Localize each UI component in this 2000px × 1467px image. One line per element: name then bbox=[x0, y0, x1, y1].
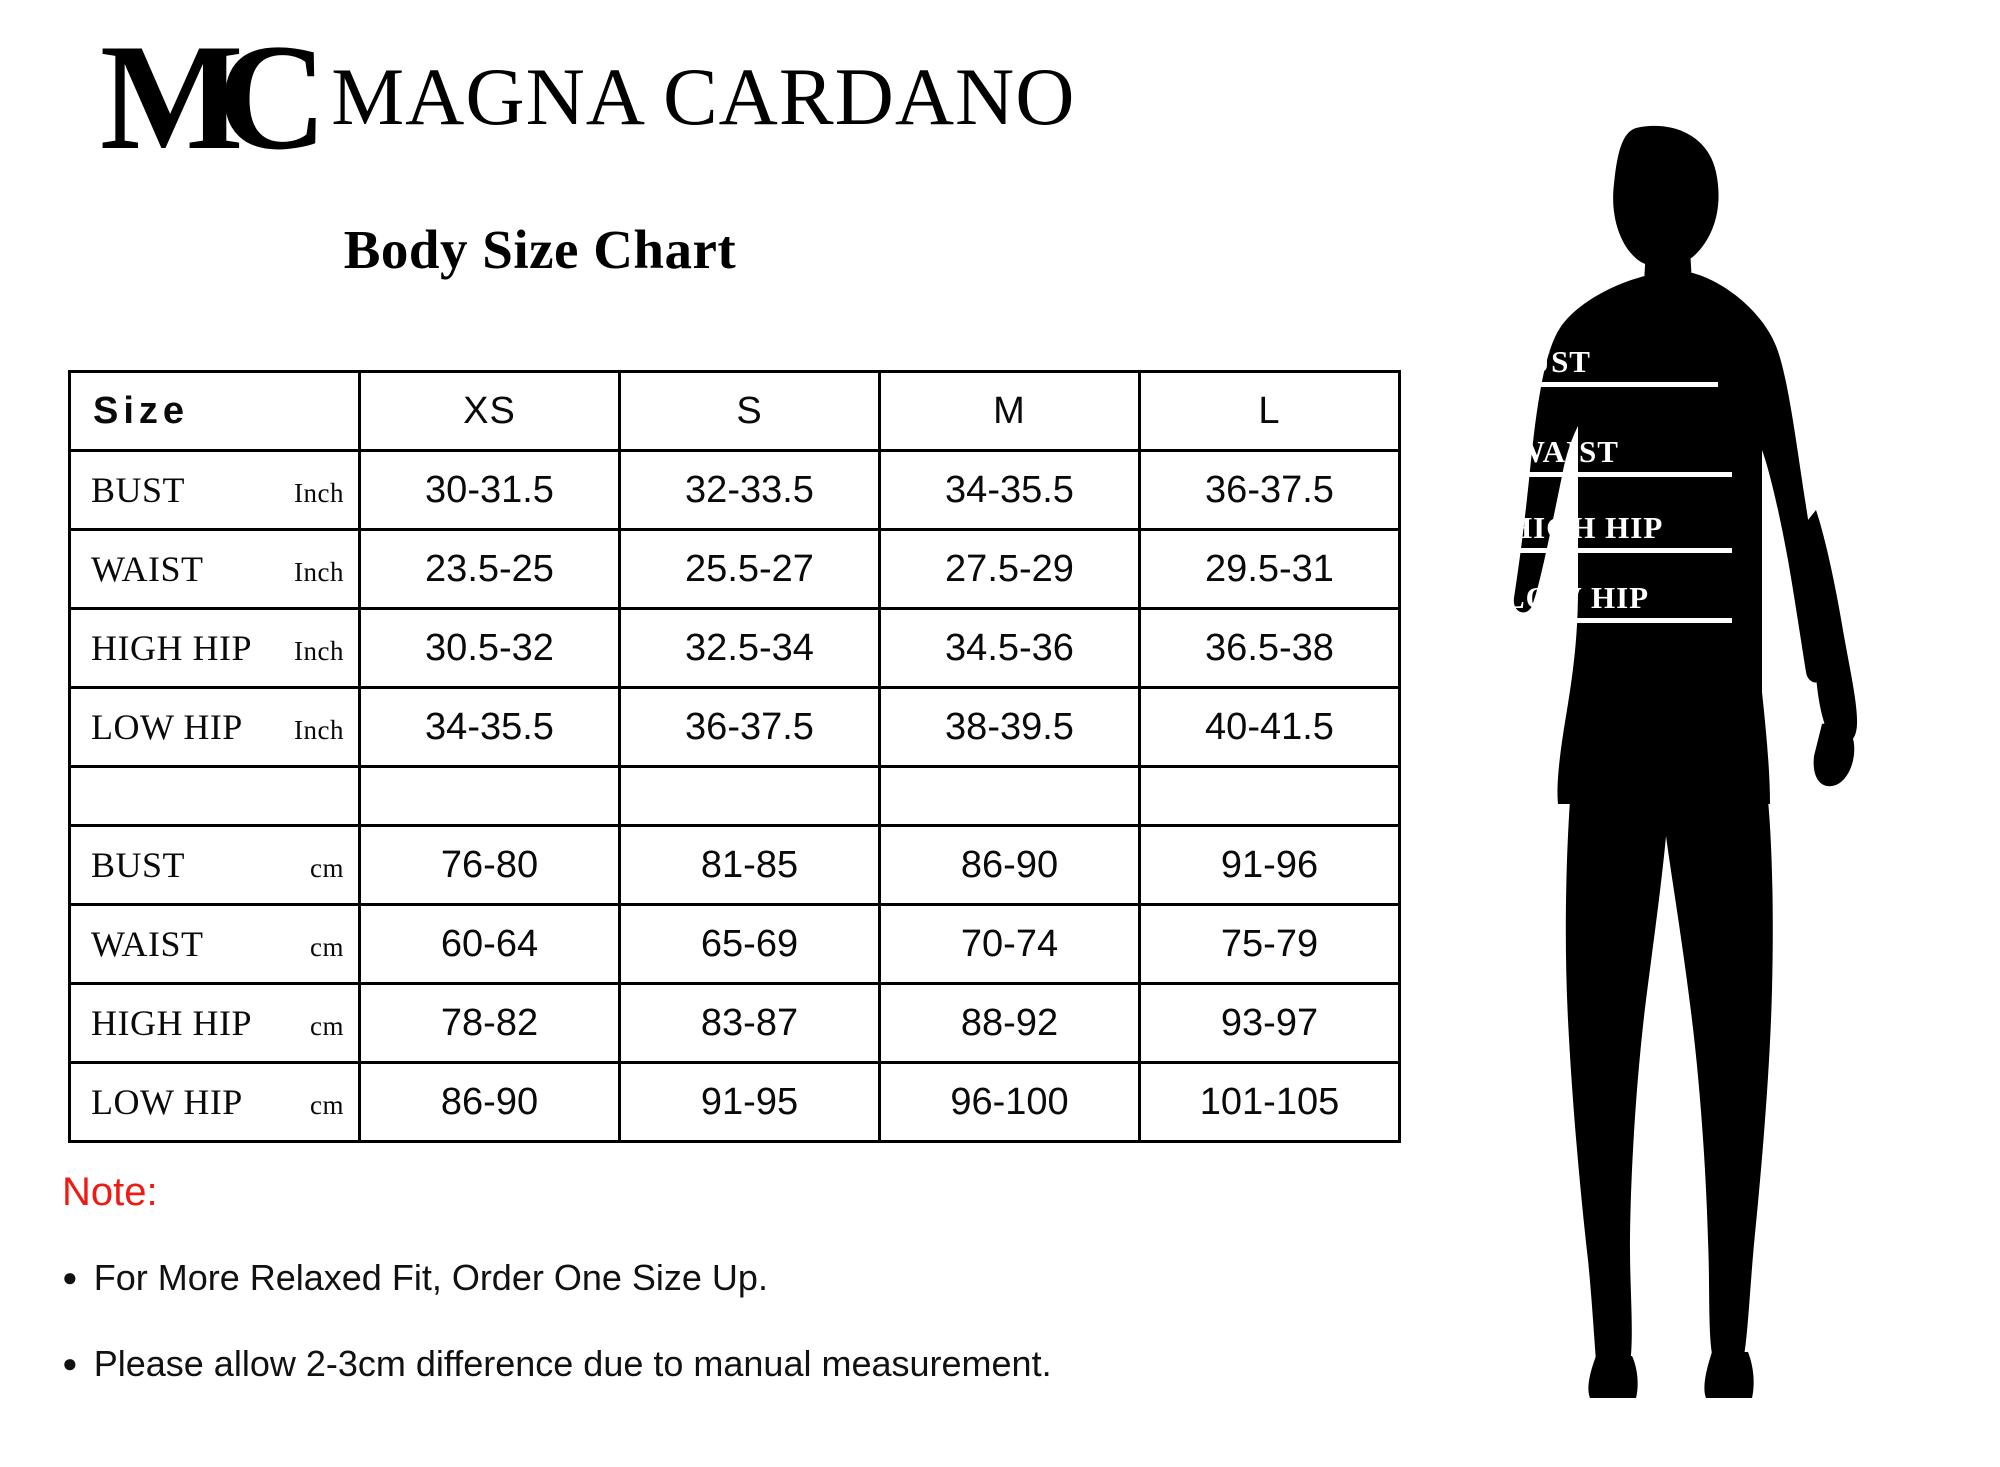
row-name: WAIST bbox=[91, 549, 204, 589]
row-label-highhip-inch bbox=[70, 609, 360, 688]
row-unit: Inch bbox=[294, 636, 344, 666]
spacer-cell bbox=[620, 767, 880, 826]
cell-lowhip-inch-s: 36-37.5 bbox=[620, 688, 880, 767]
table-row bbox=[70, 530, 1400, 609]
low-hip-measure-line bbox=[1498, 618, 1732, 623]
bullet-icon: ● bbox=[62, 1348, 78, 1378]
note-item bbox=[62, 1257, 1382, 1299]
spacer-cell bbox=[880, 767, 1140, 826]
table-header-m: M bbox=[880, 372, 1140, 451]
row-unit: cm bbox=[310, 932, 344, 962]
row-unit: Inch bbox=[294, 557, 344, 587]
cell-highhip-inch-s: 32.5-34 bbox=[620, 609, 880, 688]
table-row bbox=[70, 451, 1400, 530]
spacer-cell bbox=[1140, 767, 1400, 826]
table-row bbox=[70, 984, 1400, 1063]
row-label-bust-cm bbox=[70, 826, 360, 905]
table-row bbox=[70, 1063, 1400, 1142]
table-header-size: Size bbox=[70, 372, 360, 451]
table-header-s: S bbox=[620, 372, 880, 451]
cell-lowhip-inch-l: 40-41.5 bbox=[1140, 688, 1400, 767]
table-row bbox=[70, 905, 1400, 984]
row-name: WAIST bbox=[91, 924, 204, 964]
row-label-highhip-cm bbox=[70, 984, 360, 1063]
cell-waist-cm-s: 65-69 bbox=[620, 905, 880, 984]
row-label-waist-inch bbox=[70, 530, 360, 609]
note-item bbox=[62, 1343, 1382, 1385]
cell-waist-cm-xs: 60-64 bbox=[360, 905, 620, 984]
row-label-bust-inch bbox=[70, 451, 360, 530]
row-unit: cm bbox=[310, 853, 344, 883]
table-header-l: L bbox=[1140, 372, 1400, 451]
cell-bust-inch-xs: 30-31.5 bbox=[360, 451, 620, 530]
cell-highhip-cm-m: 88-92 bbox=[880, 984, 1140, 1063]
cell-lowhip-cm-s: 91-95 bbox=[620, 1063, 880, 1142]
cell-waist-cm-m: 70-74 bbox=[880, 905, 1140, 984]
spacer-cell bbox=[70, 767, 360, 826]
bust-label: BUST bbox=[1506, 344, 1591, 379]
cell-waist-inch-l: 29.5-31 bbox=[1140, 530, 1400, 609]
high-hip-label: HIGH HIP bbox=[1508, 510, 1664, 545]
cell-waist-inch-m: 27.5-29 bbox=[880, 530, 1140, 609]
page-title: Body Size Chart bbox=[343, 219, 737, 280]
notes-section bbox=[62, 1170, 1382, 1429]
row-name: HIGH HIP bbox=[91, 1003, 252, 1043]
row-label-lowhip-cm bbox=[70, 1063, 360, 1142]
body-silhouette-figure bbox=[1440, 120, 1960, 1440]
cell-highhip-cm-l: 93-97 bbox=[1140, 984, 1400, 1063]
cell-bust-cm-s: 81-85 bbox=[620, 826, 880, 905]
cell-bust-inch-l: 36-37.5 bbox=[1140, 451, 1400, 530]
cell-lowhip-cm-xs: 86-90 bbox=[360, 1063, 620, 1142]
table-row bbox=[70, 688, 1400, 767]
table-row bbox=[70, 826, 1400, 905]
cell-bust-inch-s: 32-33.5 bbox=[620, 451, 880, 530]
cell-bust-cm-xs: 76-80 bbox=[360, 826, 620, 905]
brand-header bbox=[100, 13, 1076, 181]
note-text: Please allow 2-3cm difference due to manual measurement. bbox=[93, 1343, 1052, 1384]
row-unit: cm bbox=[310, 1090, 344, 1120]
cell-highhip-inch-xs: 30.5-32 bbox=[360, 609, 620, 688]
row-name: LOW HIP bbox=[91, 1082, 243, 1122]
cell-lowhip-cm-m: 96-100 bbox=[880, 1063, 1140, 1142]
notes-title: Note: bbox=[62, 1170, 158, 1214]
cell-bust-inch-m: 34-35.5 bbox=[880, 451, 1140, 530]
cell-bust-cm-l: 91-96 bbox=[1140, 826, 1400, 905]
cell-bust-cm-m: 86-90 bbox=[880, 826, 1140, 905]
size-table bbox=[68, 370, 1401, 1143]
brand-name: MAGNA CARDANO bbox=[331, 51, 1076, 142]
spacer-cell bbox=[360, 767, 620, 826]
cell-lowhip-inch-xs: 34-35.5 bbox=[360, 688, 620, 767]
low-hip-label: LOW HIP bbox=[1504, 580, 1650, 615]
row-name: BUST bbox=[91, 470, 186, 510]
row-name: HIGH HIP bbox=[91, 628, 252, 668]
row-unit: cm bbox=[310, 1011, 344, 1041]
cell-highhip-cm-s: 83-87 bbox=[620, 984, 880, 1063]
cell-highhip-cm-xs: 78-82 bbox=[360, 984, 620, 1063]
table-spacer-row bbox=[70, 767, 1400, 826]
row-label-waist-cm bbox=[70, 905, 360, 984]
note-text: For More Relaxed Fit, Order One Size Up. bbox=[93, 1257, 768, 1298]
cell-highhip-inch-m: 34.5-36 bbox=[880, 609, 1140, 688]
bust-measure-line bbox=[1496, 382, 1718, 387]
waist-measure-line bbox=[1510, 472, 1732, 477]
silhouette-svg bbox=[1440, 120, 1960, 1440]
cell-waist-inch-s: 25.5-27 bbox=[620, 530, 880, 609]
row-label-lowhip-inch bbox=[70, 688, 360, 767]
table-header-xs: XS bbox=[360, 372, 620, 451]
table-header-row bbox=[70, 372, 1400, 451]
bullet-icon: ● bbox=[62, 1262, 78, 1292]
row-unit: Inch bbox=[294, 715, 344, 745]
cell-waist-cm-l: 75-79 bbox=[1140, 905, 1400, 984]
high-hip-measure-line bbox=[1502, 548, 1732, 553]
cell-lowhip-inch-m: 38-39.5 bbox=[880, 688, 1140, 767]
brand-monogram-logo: MC bbox=[100, 13, 302, 181]
cell-highhip-inch-l: 36.5-38 bbox=[1140, 609, 1400, 688]
cell-waist-inch-xs: 23.5-25 bbox=[360, 530, 620, 609]
row-name: LOW HIP bbox=[91, 707, 243, 747]
waist-label: WAIST bbox=[1514, 434, 1619, 469]
table-row bbox=[70, 609, 1400, 688]
cell-lowhip-cm-l: 101-105 bbox=[1140, 1063, 1400, 1142]
row-unit: Inch bbox=[294, 478, 344, 508]
row-name: BUST bbox=[91, 845, 186, 885]
